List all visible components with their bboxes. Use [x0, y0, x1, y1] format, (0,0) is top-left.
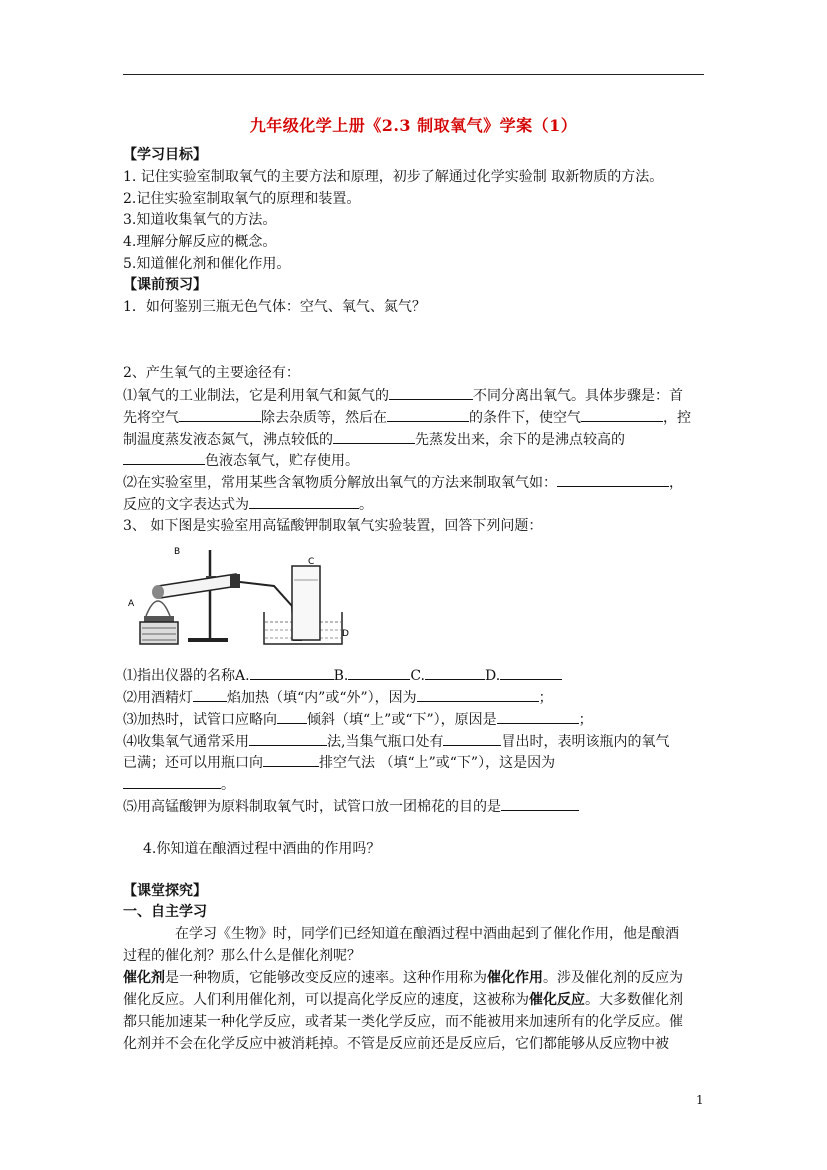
q3-4a: ⑷收集氧气通常采用: [123, 734, 249, 750]
blank-field[interactable]: [501, 797, 579, 811]
blank-field[interactable]: [348, 666, 410, 680]
blank-field[interactable]: [193, 688, 227, 702]
p2-text: 是一种物质，它能够改变反应的速率。这种作用称为: [165, 970, 487, 986]
lamp-wick-holder: [144, 616, 174, 622]
paragraph-2-line-3: 都只能加速某一种化学反应，或者某一类化学反应，而不能被用来加速所有的化学反应。催: [123, 1014, 683, 1030]
q3-4f: 。: [221, 777, 235, 793]
q3-5-text: ⑸用高锰酸钾为原料制取氧气时，试管口放一团棉花的目的是: [123, 799, 501, 815]
page-title: 九年级化学上册《2.3 制取氧气》学案（1）: [249, 116, 578, 135]
objective-1: 1. 记住实验室制取氧气的主要方法和原理，初步了解通过化学实验制 取新物质的方法。: [123, 169, 664, 185]
objectives-heading: 【学习目标】: [123, 147, 207, 163]
objective-3: 3.知道收集氧气的方法。: [123, 212, 277, 228]
question-3-1: [123, 666, 562, 685]
q3-3b: 倾斜（填“上”或“下”），原因是: [307, 712, 497, 728]
self-study-heading: 一、自主学习: [123, 904, 207, 920]
objective-4: 4.理解分解反应的概念。: [123, 234, 277, 250]
q2-2b-end: 。: [359, 497, 373, 513]
q3-1-c: C.: [410, 668, 425, 684]
oxygen-apparatus-diagram: [124, 546, 354, 652]
q2-2a-end: ，: [669, 475, 683, 491]
q3-1-a: A.: [235, 668, 250, 684]
question-2-2-line-a: [123, 473, 683, 492]
p3-text: 催化反应。人们利用催化剂，可以提高化学反应的速度，这被称为: [123, 992, 529, 1008]
blank-field[interactable]: [425, 666, 485, 680]
q2-1c-pre: 制温度蒸发液态氮气，沸点较低的: [123, 432, 333, 448]
lamp-flame: [146, 601, 170, 616]
q2-1d-end: 色液态氧气，贮存使用。: [205, 453, 359, 469]
blank-field[interactable]: [263, 753, 319, 767]
q3-4c: 冒出时，表明该瓶内的氧气: [501, 734, 670, 750]
q3-1-d: D.: [484, 668, 501, 684]
q2-2a-text: ⑵在实验室里，常用某些含氧物质分解放出氧气的方法来制取氧气如：: [123, 475, 557, 491]
blank-field[interactable]: [500, 666, 562, 680]
blank-field[interactable]: [497, 710, 579, 724]
term-catalyst: 催化剂: [123, 970, 165, 986]
blank-field[interactable]: [277, 710, 307, 724]
label-b: B: [174, 547, 181, 557]
paragraph-2-line-4: 化剂并不会在化学反应中被消耗掉。不管是反应前还是反应后，它们都能够从反应物中被: [123, 1036, 669, 1052]
q2-2b-text: 反应的文字表达式为: [123, 497, 249, 513]
term-catalytic-reaction: 催化反应: [529, 992, 585, 1008]
q2-1b-end: ，控: [663, 410, 691, 426]
page-number: 1: [696, 1093, 704, 1107]
question-3-3: [123, 710, 593, 729]
blank-field[interactable]: [389, 386, 473, 400]
q3-4e: 排空气法 （填“上”或“下”），这是因为: [319, 755, 556, 771]
alcohol-lamp: [140, 622, 178, 644]
q3-3a: ⑶加热时，试管口应略向: [123, 712, 277, 728]
paragraph-2-line-2: [123, 991, 683, 1009]
question-2-1-line-d: [123, 451, 359, 470]
blank-field[interactable]: [249, 495, 359, 509]
test-tube-bottom: [152, 585, 164, 599]
test-tube: [158, 574, 238, 598]
blank-field[interactable]: [557, 473, 669, 487]
blank-field[interactable]: [123, 775, 221, 789]
q3-2c: ；: [538, 690, 553, 706]
blank-field[interactable]: [387, 408, 469, 422]
q2-1a-end-text: 不同分离出氧气。具体步骤是：首: [473, 388, 683, 404]
question-1: 1．如何鉴别三瓶无色气体：空气、氧气、氮气？: [123, 299, 426, 315]
objective-2: 2.记住实验室制取氧气的原理和装置。: [123, 191, 361, 207]
blank-field[interactable]: [333, 430, 415, 444]
question-3-5: [123, 797, 579, 816]
blank-field[interactable]: [417, 688, 539, 702]
q2-1a-text: ⑴氧气的工业制法，它是利用氧气和氮气的: [123, 388, 389, 404]
question-3-4-line-a: [123, 732, 669, 751]
question-3: 3、 如下图是实验室用高锰酸钾制取氧气实验装置，回答下列问题：: [123, 518, 543, 534]
stand-base: [188, 638, 228, 642]
blank-field[interactable]: [250, 666, 334, 680]
question-2-2-line-b: [123, 495, 373, 514]
label-a: A: [128, 599, 135, 609]
question-2-1-line-a: [123, 386, 683, 405]
question-2-1-line-b: [123, 408, 691, 427]
blank-field[interactable]: [443, 732, 501, 746]
p3-end: 。大多数催化剂: [585, 992, 683, 1008]
question-2-1-line-c: [123, 430, 625, 449]
blank-field[interactable]: [581, 408, 663, 422]
paragraph-1-line-2: 过程的催化剂？那么什么是催化剂呢？: [123, 948, 361, 964]
header-rule: [123, 74, 704, 75]
question-2-intro: 2、产生氧气的主要途径有：: [123, 365, 300, 381]
blank-field[interactable]: [179, 408, 261, 422]
label-d: D: [342, 629, 349, 639]
q2-1b-mid1: 除去杂质等，然后在: [261, 410, 387, 426]
q2-1b-mid2: 的条件下，使空气: [469, 410, 581, 426]
blank-field[interactable]: [123, 451, 205, 465]
q3-1-text: ⑴指出仪器的名称: [123, 668, 235, 684]
paragraph-1-line-1: 在学习《生物》时，同学们已经知道在酿酒过程中酒曲起到了催化作用，他是酿酒: [175, 926, 679, 942]
paragraph-2-line-1: [123, 969, 683, 987]
blank-field[interactable]: [249, 732, 327, 746]
q2-1c-end: 先蒸发出来，余下的是沸点较高的: [415, 432, 625, 448]
p2-end: 。涉及催化剂的反应为: [543, 970, 683, 986]
q3-2b: 焰加热（填“内”或“外”），因为: [227, 690, 417, 706]
question-4: 4.你知道在酿酒过程中酒曲的作用吗？: [143, 841, 381, 857]
stopper: [230, 574, 240, 588]
question-3-4-line-b: [123, 753, 555, 772]
gas-jar: [292, 566, 320, 640]
question-3-4-line-c: [123, 775, 235, 794]
q2-1b-pre: 先将空气: [123, 410, 179, 426]
q3-2a: ⑵用酒精灯: [123, 690, 193, 706]
term-catalysis: 催化作用: [487, 970, 543, 986]
q3-3c: ；: [578, 712, 593, 728]
preview-heading: 【课前预习】: [123, 277, 207, 293]
question-3-2: [123, 688, 553, 707]
objective-5: 5.知道催化剂和催化作用。: [123, 256, 291, 272]
q3-1-b: B.: [333, 668, 349, 684]
classroom-heading: 【课堂探究】: [123, 883, 207, 899]
q3-4d: 已满；还可以用瓶口向: [123, 755, 263, 771]
label-c: C: [308, 557, 315, 567]
q3-4b: 法,当集气瓶口处有: [327, 734, 444, 750]
